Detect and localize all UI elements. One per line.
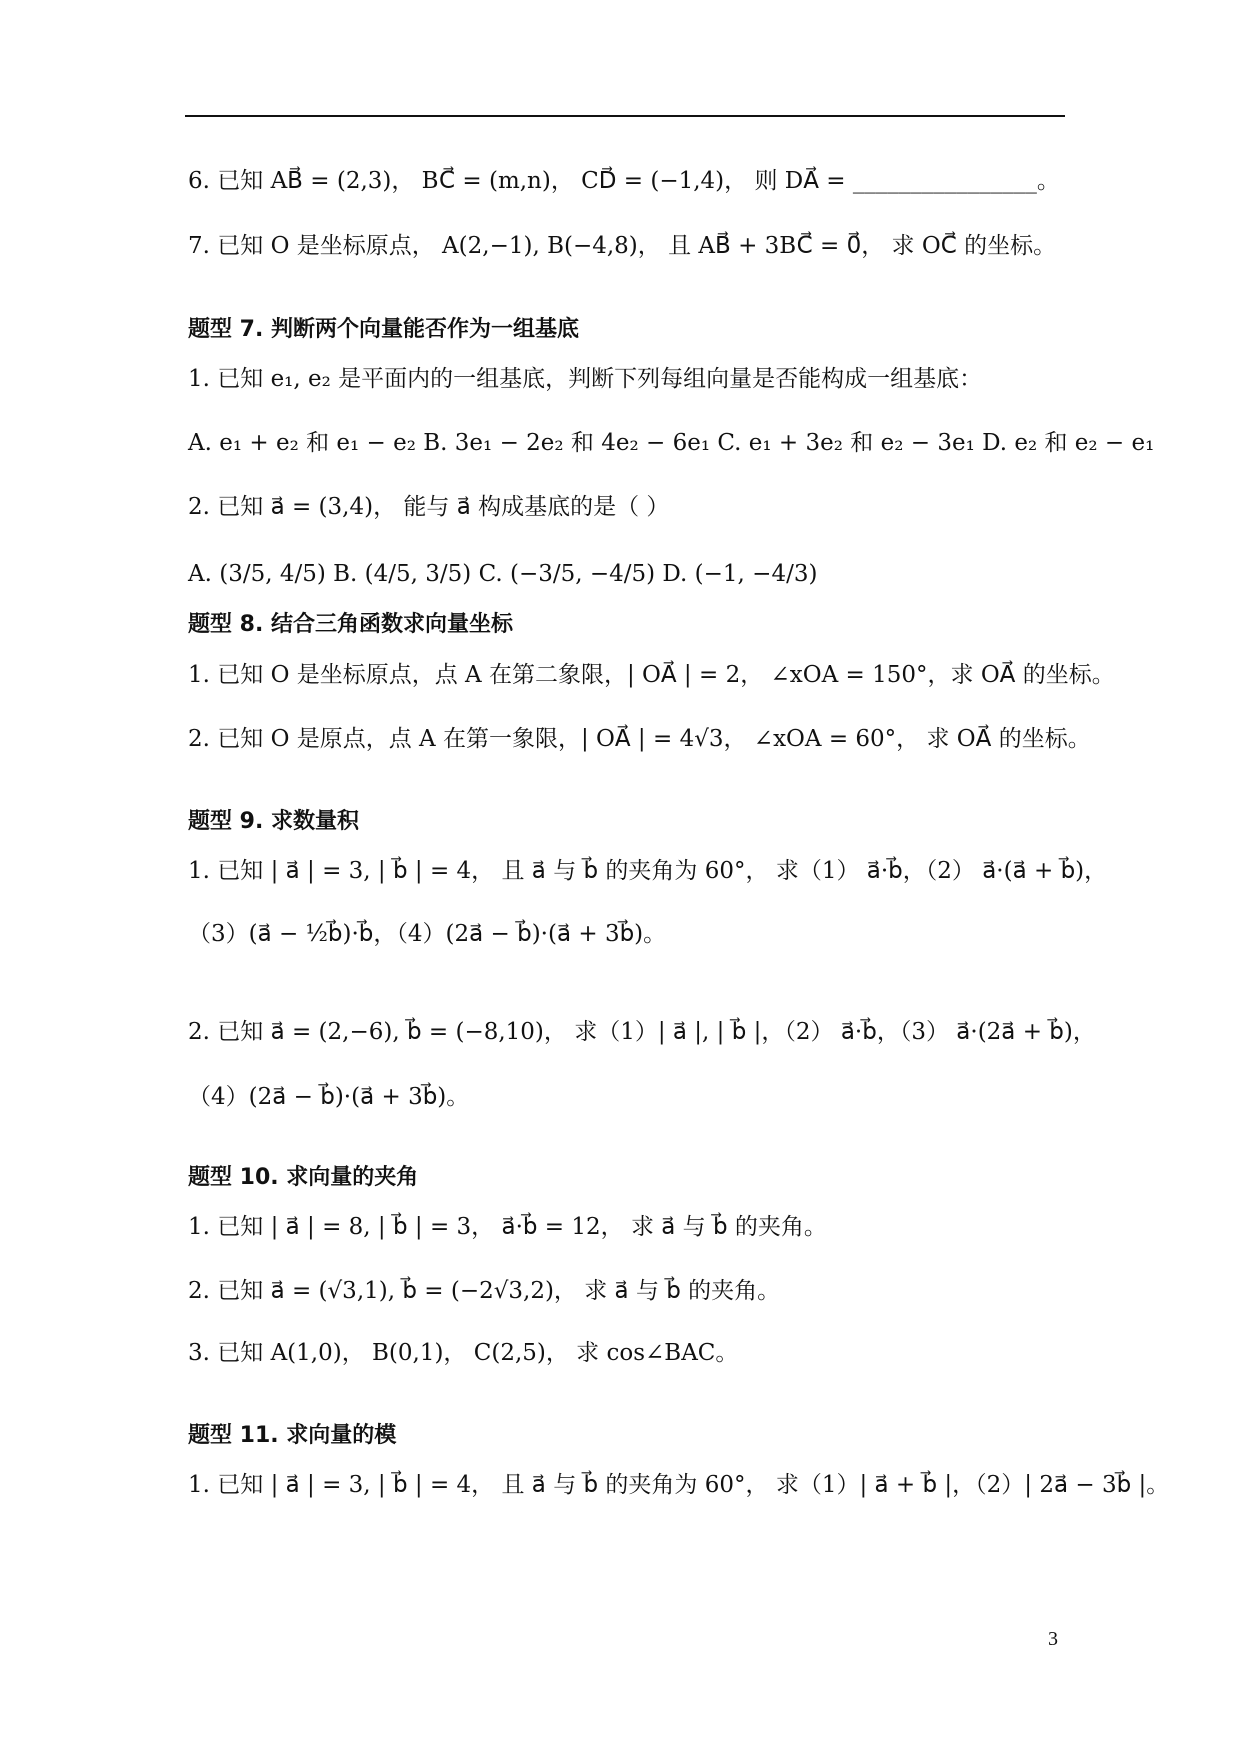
section-heading-9: 题型 9. 求数量积 [188, 809, 359, 834]
question-11-1: 1. 已知 | a⃗ | = 3, | b⃗ | = 4， 且 a⃗ 与 b⃗ 的夹角为 60°， 求（1）| a⃗ + b⃗ |，（2）| 2a⃗ − 3b⃗ |。 [188, 1472, 1170, 1498]
question-8-1: 1. 已知 O 是坐标原点，点 A 在第二象限，| OA⃗ | = 2， ∠xOA = 150°，求 OA⃗ 的坐标。 [188, 662, 1115, 688]
section-heading-8: 题型 8. 结合三角函数求向量坐标 [188, 612, 513, 637]
section-heading-7: 题型 7. 判断两个向量能否作为一组基底 [188, 317, 579, 342]
section-heading-11: 题型 11. 求向量的模 [188, 1423, 397, 1448]
question-10-2: 2. 已知 a⃗ = (√3,1), b⃗ = (−2√3,2)， 求 a⃗ 与 b⃗ 的夹角。 [188, 1278, 781, 1304]
question-6: 6. 已知 AB⃗ = (2,3)， BC⃗ = (m,n)， CD⃗ = (−1,4)， 则 DA⃗ = ________________。 [188, 168, 1060, 194]
question-10-1: 1. 已知 | a⃗ | = 8, | b⃗ | = 3， a⃗·b⃗ = 12， 求 a⃗ 与 b⃗ 的夹角。 [188, 1214, 827, 1240]
question-9-1-cont: （3）(a⃗ − ½b⃗)·b⃗，（4）(2a⃗ − b⃗)·(a⃗ + 3b⃗)。 [188, 921, 667, 947]
header-rule [185, 115, 1065, 117]
question-9-2-cont: （4）(2a⃗ − b⃗)·(a⃗ + 3b⃗)。 [188, 1084, 470, 1110]
question-8-2: 2. 已知 O 是原点，点 A 在第一象限，| OA⃗ | = 4√3， ∠xOA = 60°， 求 OA⃗ 的坐标。 [188, 726, 1091, 752]
question-7: 7. 已知 O 是坐标原点， A(2,−1), B(−4,8)， 且 AB⃗ + 3BC⃗ = 0⃗， 求 OC⃗ 的坐标。 [188, 233, 1057, 259]
question-7-2: 2. 已知 a⃗ = (3,4)， 能与 a⃗ 构成基底的是（ ） [188, 494, 670, 520]
question-7-2-options: A. (3/5, 4/5) B. (4/5, 3/5) C. (−3/5, −4/5) D. (−1, −4/3) [188, 561, 818, 587]
section-heading-10: 题型 10. 求向量的夹角 [188, 1165, 419, 1190]
page-number: 3 [1048, 1628, 1058, 1650]
question-7-1: 1. 已知 e₁, e₂ 是平面内的一组基底，判断下列每组向量是否能构成一组基底： [188, 366, 983, 392]
question-7-1-options: A. e₁ + e₂ 和 e₁ − e₂ B. 3e₁ − 2e₂ 和 4e₂ − 6e₁ C. e₁ + 3e₂ 和 e₂ − 3e₁ D. e₂ 和 e₂ − e₁ [188, 430, 1155, 456]
question-9-1: 1. 已知 | a⃗ | = 3, | b⃗ | = 4， 且 a⃗ 与 b⃗ 的夹角为 60°， 求（1） a⃗·b⃗，（2） a⃗·(a⃗ + b⃗)， [188, 858, 1108, 884]
question-9-2: 2. 已知 a⃗ = (2,−6), b⃗ = (−8,10)， 求（1）| a⃗ |, | b⃗ |，（2） a⃗·b⃗，（3） a⃗·(2a⃗ + b⃗)， [188, 1019, 1096, 1045]
question-10-3: 3. 已知 A(1,0)， B(0,1)， C(2,5)， 求 cos∠BAC。 [188, 1340, 739, 1366]
